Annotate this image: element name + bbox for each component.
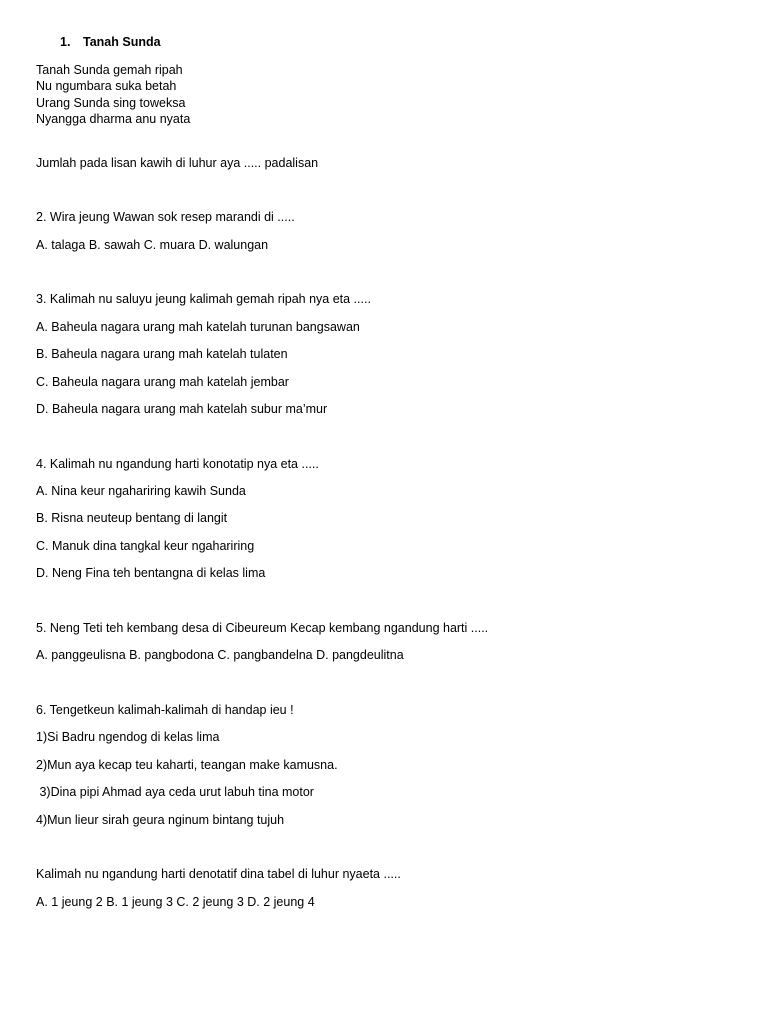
question-6-item: 1)Si Badru ngendog di kelas lima [36, 730, 220, 744]
question-4-option: B. Risna neuteup bentang di langit [36, 511, 228, 525]
section-number: 1. [60, 35, 71, 49]
question-6-item: 3)Dina pipi Ahmad aya ceda urut labuh tina motor [36, 785, 314, 799]
question-4-option: A. Nina keur ngahariring kawih Sunda [36, 484, 246, 498]
question-4-option: C. Manuk dina tangkal keur ngahariring [36, 539, 255, 553]
section-title-text: Tanah Sunda [83, 35, 161, 49]
question-5-text: 5. Neng Teti teh kembang desa di Cibeureum Kecap kembang ngandung harti ..... [36, 621, 489, 635]
question-6-item: 2)Mun aya kecap teu kaharti, teangan make kamusna. [36, 758, 338, 772]
question-3-option: C. Baheula nagara urang mah katelah jembar [36, 375, 289, 389]
question-3-option: B. Baheula nagara urang mah katelah tulaten [36, 347, 288, 361]
question-2-text: 2. Wira jeung Wawan sok resep marandi di ..... [36, 210, 295, 224]
poem-line: Nyangga dharma anu nyata [36, 112, 191, 126]
question-3-text: 3. Kalimah nu saluyu jeung kalimah gemah ripah nya eta ..... [36, 292, 371, 306]
poem-line: Nu ngumbara suka betah [36, 79, 177, 93]
question-6-text: 6. Tengetkeun kalimah-kalimah di handap ieu ! [36, 703, 294, 717]
question-6-followup: Kalimah nu ngandung harti denotatif dina tabel di luhur nyaeta ..... [36, 867, 401, 881]
question-6-item: 4)Mun lieur sirah geura nginum bintang tujuh [36, 813, 285, 827]
question-1-text: Jumlah pada lisan kawih di luhur aya ..... padalisan [36, 156, 319, 170]
question-5-options: A. panggeulisna B. pangbodona C. pangbandelna D. pangdeulitna [36, 648, 404, 662]
question-4-text: 4. Kalimah nu ngandung harti konotatip nya eta ..... [36, 457, 319, 471]
poem-line: Urang Sunda sing toweksa [36, 96, 186, 110]
question-6-options: A. 1 jeung 2 B. 1 jeung 3 C. 2 jeung 3 D. 2 jeung 4 [36, 895, 315, 909]
section-title [60, 34, 161, 50]
question-3-option: A. Baheula nagara urang mah katelah turunan bangsawan [36, 320, 360, 334]
question-4-option: D. Neng Fina teh bentangna di kelas lima [36, 566, 266, 580]
question-2-options: A. talaga B. sawah C. muara D. walungan [36, 238, 269, 252]
poem-line: Tanah Sunda gemah ripah [36, 63, 183, 77]
question-3-option: D. Baheula nagara urang mah katelah subur ma’mur [36, 402, 328, 416]
